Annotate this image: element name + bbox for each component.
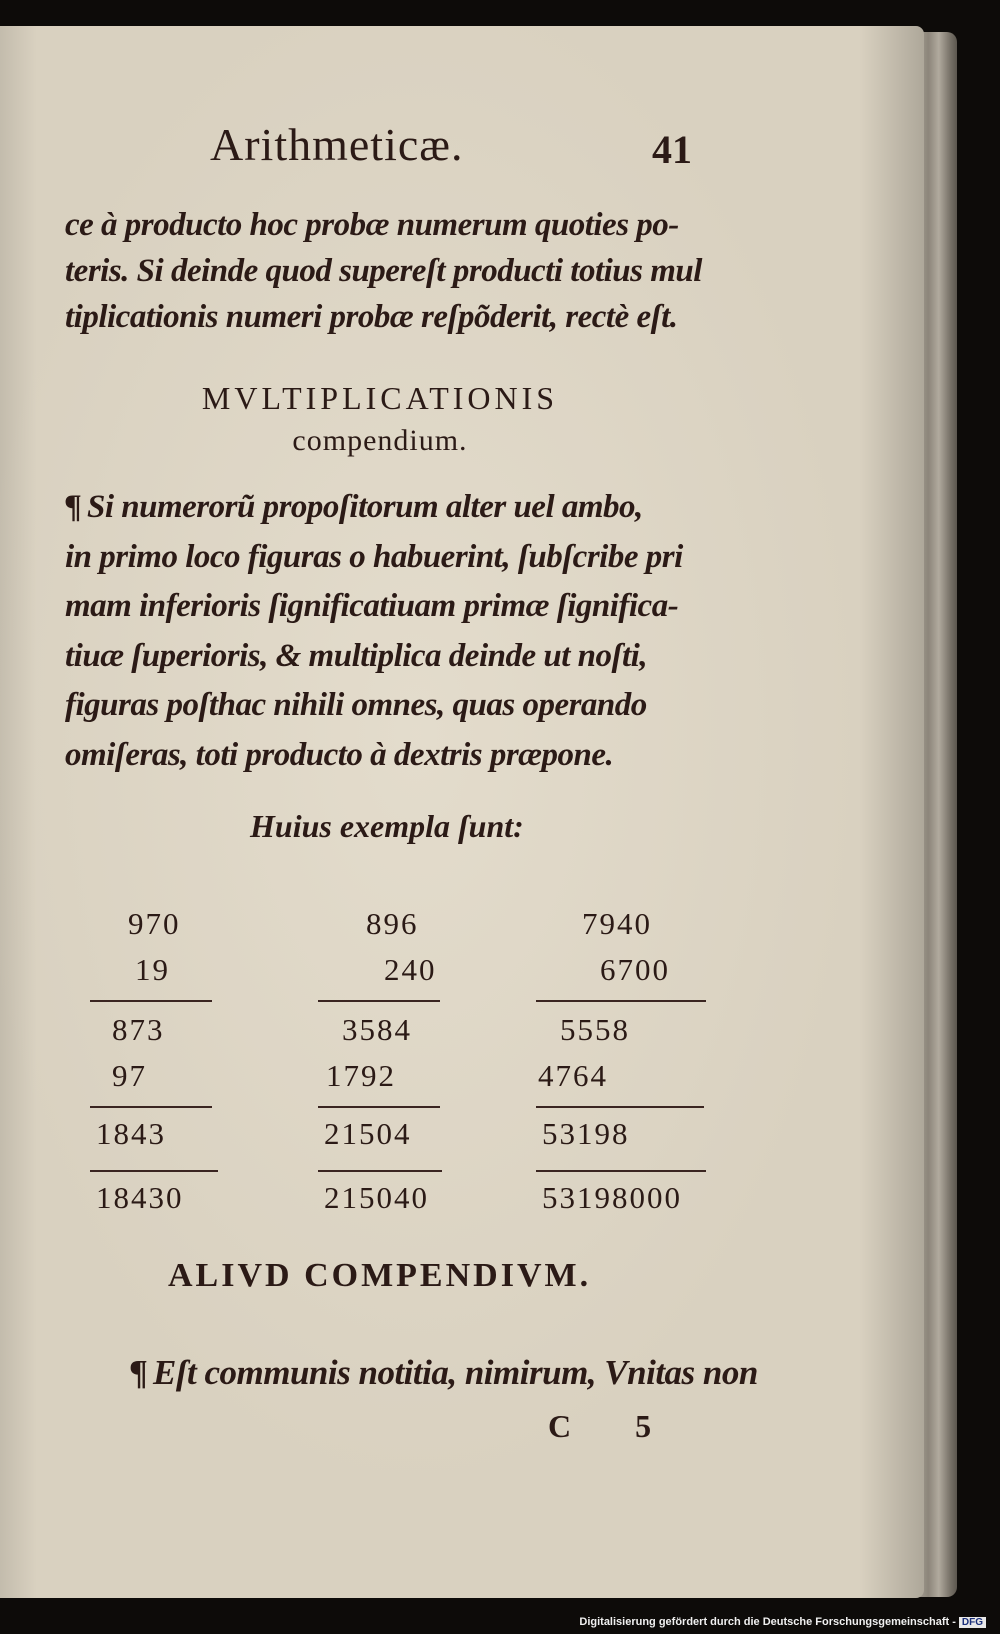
examples-label: Huius exempla ſunt: xyxy=(250,808,524,844)
sum: 53198 xyxy=(542,1116,630,1151)
divider xyxy=(536,1106,704,1108)
divider xyxy=(90,1106,212,1108)
sum: 21504 xyxy=(324,1116,412,1151)
dfg-logo: DFG xyxy=(959,1617,986,1628)
digitization-credit: Digitalisierung gefördert durch die Deutsche Forschungsgemeinschaft - DFG xyxy=(579,1616,986,1628)
text-line: ¶ Si numerorũ propoſitorum alter uel ambo, xyxy=(65,483,683,533)
divider xyxy=(318,1170,442,1172)
catchline: ¶ Eſt communis notitia, nimirum, Vnitas non xyxy=(130,1353,758,1392)
multiplicand: 896 xyxy=(366,906,419,941)
text-line: mam inferioris ſignificatiuam primæ ſignifica- xyxy=(65,588,679,624)
text-line: omiſeras, toti producto à dextris præpone. xyxy=(65,736,614,773)
partial-product: 4764 xyxy=(538,1058,608,1093)
text-line: teris. Si deinde quod supereſt producti totius mul xyxy=(65,253,702,289)
section-heading: MVLTIPLICATIONIS xyxy=(201,380,559,416)
multiplicand: 7940 xyxy=(582,906,652,941)
running-head: Arithmeticæ. xyxy=(210,119,464,170)
signature-mark: C 5 xyxy=(548,1408,680,1444)
partial-product: 873 xyxy=(112,1012,165,1047)
book-page xyxy=(0,26,924,1598)
pilcrow-icon: ¶ xyxy=(130,1353,147,1392)
text-line: tiplicationis numeri probæ reſpõderit, rectè eſt. xyxy=(65,299,678,335)
divider xyxy=(90,1000,212,1002)
page-number: 41 xyxy=(652,127,692,172)
text-line: tiuæ ſuperioris, & multiplica deinde ut noſti, xyxy=(65,637,648,674)
result: 53198000 xyxy=(542,1180,682,1215)
rule-paragraph xyxy=(65,483,683,780)
pilcrow-icon: ¶ xyxy=(65,489,81,525)
result: 18430 xyxy=(96,1180,184,1215)
partial-product: 5558 xyxy=(560,1012,630,1047)
multiplier: 19 xyxy=(135,952,170,987)
divider xyxy=(318,1106,440,1108)
multiplier: 6700 xyxy=(600,952,670,987)
text-line: ce à producto hoc probæ numerum quoties po- xyxy=(65,207,679,243)
partial-product: 97 xyxy=(112,1058,147,1093)
sum: 1843 xyxy=(96,1116,166,1151)
opening-paragraph xyxy=(65,202,702,340)
section-subheading: compendium. xyxy=(292,424,468,457)
divider xyxy=(90,1170,218,1172)
multiplicand: 970 xyxy=(128,906,181,941)
partial-product: 1792 xyxy=(326,1058,396,1093)
partial-product: 3584 xyxy=(342,1012,412,1047)
multiplier: 240 xyxy=(384,952,437,987)
section-heading: ALIVD COMPENDIVM. xyxy=(168,1257,592,1294)
text-line: figuras poſthac nihili omnes, quas operando xyxy=(65,687,647,723)
divider xyxy=(536,1170,706,1172)
divider xyxy=(536,1000,706,1002)
result: 215040 xyxy=(324,1180,429,1215)
text-line: in primo loco figuras o habuerint, ſubſcribe pri xyxy=(65,538,683,575)
divider xyxy=(318,1000,440,1002)
